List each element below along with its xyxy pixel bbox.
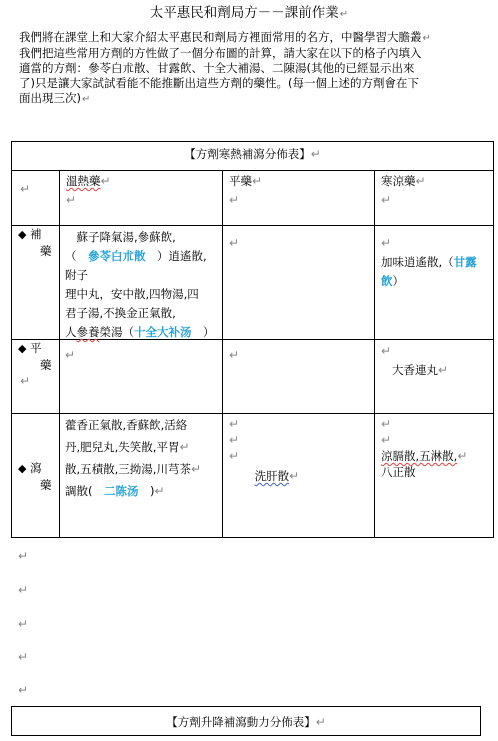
answer-fill: 十全大补汤 — [134, 325, 192, 339]
intro-line-4: 了)只是讓大家試試看能不能推斷出這些方劑的藥性。(每一個上述的方劑會在下 — [19, 76, 419, 90]
intro-line-2: 我們把這些常用方劑的方性做了一個分布圖的計算，請大家在以下的格子內填入 — [19, 46, 422, 60]
row-label-tonify: ◆ 補 藥 — [18, 227, 52, 258]
table-caption: 【方劑寒熱補瀉分佈表】↵ — [184, 147, 321, 161]
table-rule — [12, 225, 493, 226]
intro-line-5: 面出現三次)↵ — [19, 91, 91, 105]
answer-fill: 甘露 — [453, 255, 477, 269]
cell-neutral-warm: ↵ — [65, 348, 76, 362]
distribution-table — [11, 141, 494, 538]
cell-tonify-neutral: ↵ — [229, 236, 240, 250]
empty-paragraph: ↵ — [18, 683, 29, 697]
table2-caption: 【方劑升降補瀉動力分佈表】↵ — [166, 715, 326, 729]
col-header-cold: 寒涼藥↵ ↵ — [381, 174, 426, 207]
answer-fill: 飲 — [381, 274, 393, 288]
intro-paragraph — [19, 30, 471, 107]
empty-paragraph: ↵ — [18, 617, 29, 631]
table-rule — [12, 170, 493, 171]
row-label-purge: ◆ 瀉 藥 — [18, 461, 52, 492]
document-title: 太平惠民和劑局方－－課前作業↵ — [149, 5, 349, 21]
row-label-neutral: ◆ 平 藥 ↵ — [18, 341, 52, 388]
intro-line-1: 我們將在課堂上和大家介紹太平惠民和劑局方裡面常用的名方，中醫學習大膽叢↵ — [19, 30, 431, 44]
table-rule — [59, 170, 60, 537]
cell-tonify-warm: 蘇子降氣湯,參蘇飲, （ 參苓白朮散 ）逍遙散, 附子 理中丸，安中散,四物湯,四 君子湯,不換金正氣散, 人參養榮湯（十全大补汤 ） — [65, 230, 215, 339]
answer-fill: 二陈汤 — [104, 484, 139, 498]
header-corner: ↵ — [20, 182, 31, 196]
cell-purge-neutral: ↵ ↵ ↵ 洗肝散↵ — [229, 417, 300, 483]
table-rule — [374, 170, 375, 537]
col-header-warm: 溫熱藥↵ ↵ — [66, 174, 111, 207]
cell-neutral-neutral: ↵ — [229, 348, 240, 362]
cell-tonify-cold: ↵ 加味逍遙散,（甘露 飲） — [381, 236, 477, 288]
empty-paragraph: ↵ — [18, 583, 29, 597]
answer-fill: 參苓白朮散 — [88, 249, 146, 263]
dynamics-table — [11, 706, 481, 736]
cell-neutral-cold: ↵ 大香連丸↵ — [381, 344, 449, 377]
table-rule — [222, 170, 223, 537]
empty-paragraph: ↵ — [18, 549, 29, 563]
cell-purge-warm: 藿香正氣散,香蘇飲,活絡 丹,肥兒丸,失笑散,平胃↵ 散,五積散,三拗湯,川芎茶↵ 調散( 二陈汤 )↵ — [65, 418, 202, 498]
intro-line-3: 適當的方劑：參苓白朮散、甘露飲、十全大補湯、二陳湯(其他的已經显示出來 — [19, 61, 415, 75]
cell-purge-cold: ↵ ↵ 涼膈散,五淋散,↵ 八正散 — [381, 417, 468, 479]
empty-paragraph: ↵ — [18, 650, 29, 664]
col-header-neutral: 平藥↵ ↵ — [229, 174, 263, 207]
